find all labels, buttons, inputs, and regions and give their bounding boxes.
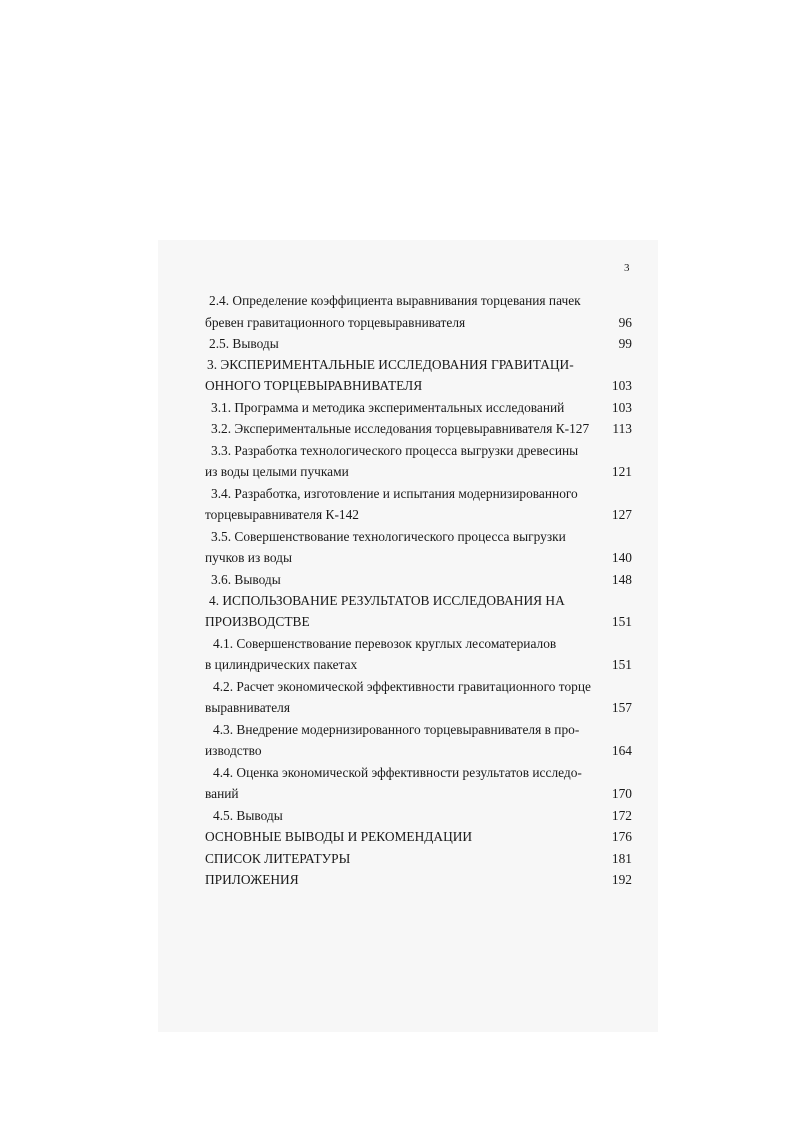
toc-line: 4.5. Выводы <box>213 808 283 823</box>
toc-line: в цилиндрических пакетах <box>205 657 358 672</box>
toc-line: 3.3. Разработка технологического процесса выгрузки древесины <box>211 443 579 458</box>
toc-line: пучков из воды <box>205 550 292 565</box>
toc-section-heading: СПИСОК ЛИТЕРАТУРЫ <box>205 851 351 866</box>
toc-chapter-heading: 3. ЭКСПЕРИМЕНТАЛЬНЫЕ ИССЛЕДОВАНИЯ ГРАВИТАЦИ- <box>207 357 574 372</box>
toc-page-number: 99 <box>618 336 632 351</box>
toc-line: ваний <box>205 786 239 801</box>
page-number: 3 <box>624 262 630 274</box>
toc-line: 2.4. Определение коэффициента выравнивания торцевания пачек <box>209 293 581 308</box>
toc-line: 4.4. Оценка экономической эффективности результатов исследо- <box>213 765 582 780</box>
toc-chapter-heading: ОННОГО ТОРЦЕВЫРАВНИВАТЕЛЯ <box>205 378 423 393</box>
toc-line: 3.6. Выводы <box>211 572 281 587</box>
toc-page-number: 103 <box>611 400 632 415</box>
toc-line: 3.5. Совершенствование технологического процесса выгрузки <box>211 529 566 544</box>
toc-line: из воды целыми пучками <box>205 464 349 479</box>
toc-line: изводство <box>205 743 262 758</box>
toc-page-number: 121 <box>611 464 632 479</box>
toc-page-number: 140 <box>611 550 632 565</box>
toc-page-number: 148 <box>611 572 632 587</box>
toc-page-number: 151 <box>611 657 632 672</box>
toc-chapter-heading: 4. ИСПОЛЬЗОВАНИЕ РЕЗУЛЬТАТОВ ИССЛЕДОВАНИЯ НА <box>209 593 565 608</box>
toc-line: 3.1. Программа и методика экспериментальных исследований <box>211 400 565 415</box>
toc-page-number: 127 <box>611 507 632 522</box>
toc-page-number: 181 <box>611 851 632 866</box>
toc-page-number: 172 <box>611 808 632 823</box>
toc-page-number: 164 <box>611 743 632 758</box>
toc-page-number: 157 <box>611 700 632 715</box>
toc-page-number: 192 <box>611 872 632 887</box>
toc-line: торцевыравнивателя К-142 <box>205 507 359 522</box>
toc-page-number: 176 <box>611 829 632 844</box>
toc-line: 3.2. Экспериментальные исследования торцевыравнивателя К-127 <box>211 421 590 436</box>
toc-chapter-heading: ПРОИЗВОДСТВЕ <box>205 614 310 629</box>
toc-line: выравнивателя <box>205 700 290 715</box>
toc-line: бревен гравитационного торцевыравнивателя <box>205 315 466 330</box>
toc-section-heading: ОСНОВНЫЕ ВЫВОДЫ И РЕКОМЕНДАЦИИ <box>205 829 473 844</box>
toc-line: 4.2. Расчет экономической эффективности гравитационного торце <box>213 679 591 694</box>
toc-line: 2.5. Выводы <box>209 336 279 351</box>
toc-line: 4.1. Совершенствование перевозок круглых лесоматериалов <box>213 636 557 651</box>
toc-line: 3.4. Разработка, изготовление и испытания модернизированного <box>211 486 578 501</box>
toc-page-number: 151 <box>611 614 632 629</box>
toc-page-number: 113 <box>612 421 632 436</box>
toc-page-number: 96 <box>618 315 632 330</box>
toc-page-number: 103 <box>611 378 632 393</box>
toc-line: 4.3. Внедрение модернизированного торцевыравнивателя в про- <box>213 722 580 737</box>
toc-section-heading: ПРИЛОЖЕНИЯ <box>205 872 299 887</box>
toc-page-number: 170 <box>611 786 632 801</box>
